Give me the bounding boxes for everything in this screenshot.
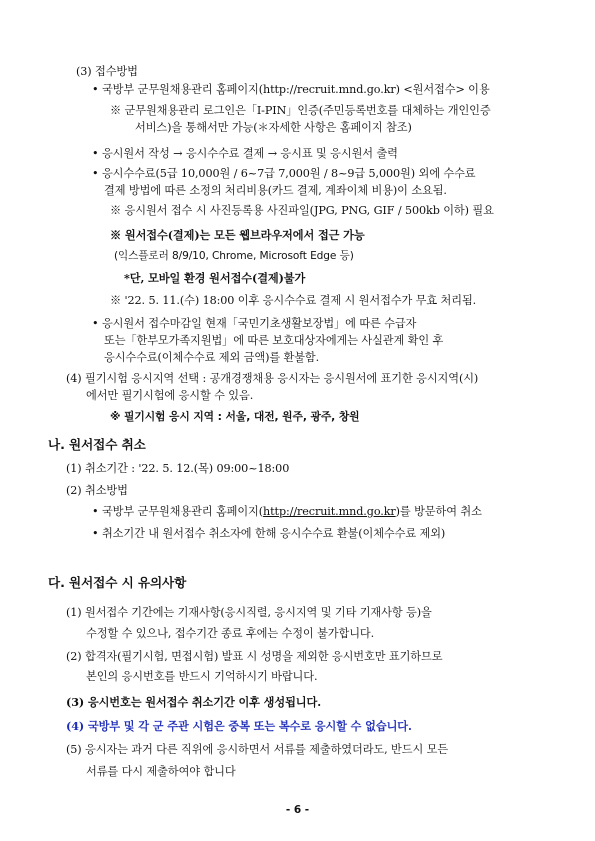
bullet-fee-line1: • 응시수수료(5급 10,000원 / 6~7급 7,000원 / 8~9급 5,000원) 외에 수수료	[92, 167, 476, 180]
cancel-text-pre: • 국방부 군무원채용관리 홈페이지(	[92, 505, 264, 518]
precaution-4: (4) 국방부 및 각 군 주관 시험은 중복 또는 복수로 응시할 수 없습니다.	[66, 719, 412, 733]
note-ipin-line1: ※ 군무원채용관리 로그인은「I-PIN」인증(주민등록번호를 대체하는 개인인증	[110, 104, 491, 117]
precaution-2-line2: 본인의 응시번호를 반드시 기억하시기 바랍니다.	[86, 670, 318, 683]
bullet-refund-line1: • 응시원서 접수마감일 현재「국민기초생활보장법」에 따른 수급자	[92, 317, 417, 330]
cancel-text-post: )를 방문하여 취소	[395, 505, 482, 518]
precaution-1-line2: 수정할 수 있으나, 접수기간 종료 후에는 수정이 불가합니다.	[86, 627, 375, 640]
bullet-fee-line2: 결제 방법에 따른 소정의 처리비용(카드 결제, 계좌이체 비용)이 소요됨.	[104, 184, 447, 197]
bullet-homepage: • 국방부 군무원채용관리 홈페이지(http://recruit.mnd.go.kr) <원서접수> 이용	[92, 83, 490, 96]
exam-region-note: ※ 필기시험 응시 지역 : 서울, 대전, 원주, 광주, 창원	[110, 410, 360, 423]
section-heading-cancellation: 나. 원서접수 취소	[48, 437, 146, 452]
bullet-refund-line2: 또는「한부모가족지원법」에 따른 보호대상자에게는 사실관계 확인 후	[104, 334, 444, 347]
cancel-method-bullet2: • 취소기간 내 원서접수 취소자에 한해 응시수수료 환불(이체수수료 제외)	[92, 527, 446, 540]
note-payment-deadline: ※ '22. 5. 11.(수) 18:00 이후 응시수수료 결제 시 원서접수가 무효 처리됨.	[110, 294, 477, 307]
precaution-1-line1: (1) 원서접수 기간에는 기재사항(응시직렬, 응시지역 및 기타 기재사항 등)을	[66, 606, 432, 619]
note-browser-list: (익스플로러 8/9/10, Chrome, Microsoft Edge 등)	[114, 250, 354, 262]
note-ipin-line2: 서비스)을 통해서만 가능(＊자세한 사항은 홈페이지 참조)	[135, 121, 412, 134]
section-heading-reception-method: (3) 접수방법	[76, 65, 138, 78]
cancel-method-bullet1	[92, 505, 482, 519]
precaution-3: (3) 응시번호는 원서접수 취소기간 이후 생성됩니다.	[66, 695, 321, 709]
note-browser-access: ※ 원서접수(결제)는 모든 웹브라우저에서 접근 가능	[110, 228, 365, 242]
recruit-homepage-link[interactable]: http://recruit.mnd.go.kr	[263, 505, 396, 518]
cancel-method-heading: (2) 취소방법	[66, 484, 128, 497]
page-number: - 6 -	[285, 804, 310, 816]
note-mobile-unavailable: *단, 모바일 환경 원서접수(결제)불가	[124, 271, 306, 285]
exam-region-line1: (4) 필기시험 응시지역 선택 : 공개경쟁채용 응시자는 응시원서에 표기한 응시지역(시)	[66, 372, 479, 385]
section-heading-precautions: 다. 원서접수 시 유의사항	[48, 575, 187, 590]
note-photo-file: ※ 응시원서 접수 시 사진등록용 사진파일(JPG, PNG, GIF / 500kb 이하) 필요	[110, 204, 494, 217]
bullet-refund-line3: 응시수수료(이체수수료 제외 금액)를 환불함.	[104, 351, 320, 364]
precaution-5-line1: (5) 응시자는 과거 다른 직위에 응시하면서 서류를 제출하였더라도, 반드시 모든	[66, 743, 449, 756]
precaution-5-line2: 서류를 다시 제출하여야 합니다	[86, 765, 236, 778]
exam-region-line2: 에서만 필기시험에 응시할 수 있음.	[86, 389, 254, 402]
cancel-period: (1) 취소기간 : '22. 5. 12.(목) 09:00~18:00	[66, 462, 290, 475]
precaution-2-line1: (2) 합격자(필기시험, 면접시험) 발표 시 성명을 제외한 응시번호만 표기하므로	[66, 650, 443, 663]
bullet-process: • 응시원서 작성 → 응시수수료 결제 → 응시표 및 응시원서 출력	[92, 147, 398, 160]
